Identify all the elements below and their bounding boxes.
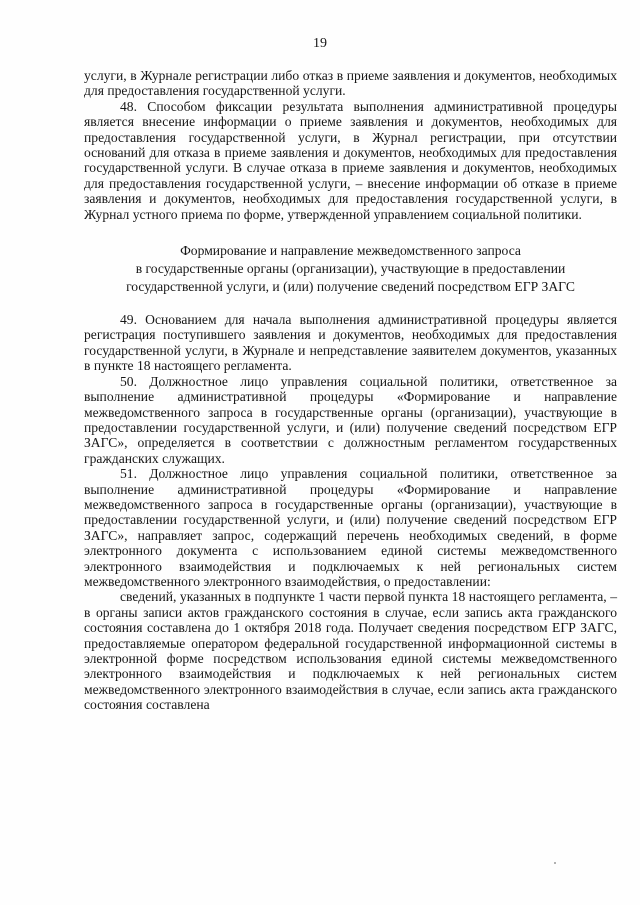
paragraph-48: 48. Способом фиксации результата выполнения административной процедуры является внесение информации о приеме заявления и документов, необходимых для предоставления государственной услуги, в Журнал регистрации, при отсутствии оснований для отказа в приеме заявления и документов, необходимых для предоставления государственной услуги. В случае отказа в приеме заявления и документов, необходимых для предоставления государственной услуги, – внесение информации об отказе в приеме заявления и документов, необходимых для предоставления государственной услуги, в Журнал устного приема по форме, утвержденной управлением социальной политики. bbox=[84, 98, 617, 222]
page-number: 19 bbox=[313, 36, 327, 51]
paragraph-51-item: сведений, указанных в подпункте 1 части первой пункта 18 настоящего регламента, – в органы записи актов гражданского состояния в случае, если запись акта гражданского состояния составлена до 1 октября 2018 года. Получает сведения посредством ЕГР ЗАГС, предоставляемые оператором федеральной государственной информационной системы в электронной форме посредством использования единой системы межведомственного электронного взаимодействия и подключаемых к ней региональных систем межведомственного электронного взаимодействия в случае, если запись акта гражданского состояния составлена bbox=[84, 589, 617, 713]
section-heading-line-2: в государственные органы (организации), участвующие в предоставлении bbox=[135, 261, 566, 277]
paragraph-50: 50. Должностное лицо управления социальной политики, ответственное за выполнение административной процедуры «Формирование и направление межведомственного запроса в государственные органы (организации), участвующие в предоставлении государственной услуги, и (или) получение сведений посредством ЕГР ЗАГС», определяется в соответствии с должностным регламентом государственных гражданских служащих. bbox=[84, 373, 617, 466]
paragraph-51: 51. Должностное лицо управления социальной политики, ответственное за выполнение административной процедуры «Формирование и направление межведомственного запроса в государственные органы (организации), участвующие в предоставлении государственной услуги, и (или) получение сведений посредством ЕГР ЗАГС», направляет запрос, содержащий перечень необходимых сведений, в форме электронного документа с использованием единой системы межведомственного электронного взаимодействия и подключаемых к ней региональных систем межведомственного электронного взаимодействия, о предоставлении: bbox=[84, 466, 617, 589]
section-heading-line-3: государственной услуги, и (или) получение сведений посредством ЕГР ЗАГС bbox=[126, 279, 575, 295]
paragraph-continuation: услуги, в Журнале регистрации либо отказ в приеме заявления и документов, необходимых для предоставления государственной услуги. bbox=[84, 68, 617, 99]
scan-speck bbox=[554, 862, 556, 864]
section-heading bbox=[84, 242, 617, 296]
section-heading-line-1: Формирование и направление межведомственного запроса bbox=[180, 243, 521, 259]
document-body bbox=[84, 68, 617, 713]
paragraph-49: 49. Основанием для начала выполнения административной процедуры является регистрация поступившего заявления и документов, необходимых для предоставления государственной услуги, в Журнале и непредставление заявителем документов, указанных в пункте 18 настоящего регламента. bbox=[84, 312, 617, 374]
